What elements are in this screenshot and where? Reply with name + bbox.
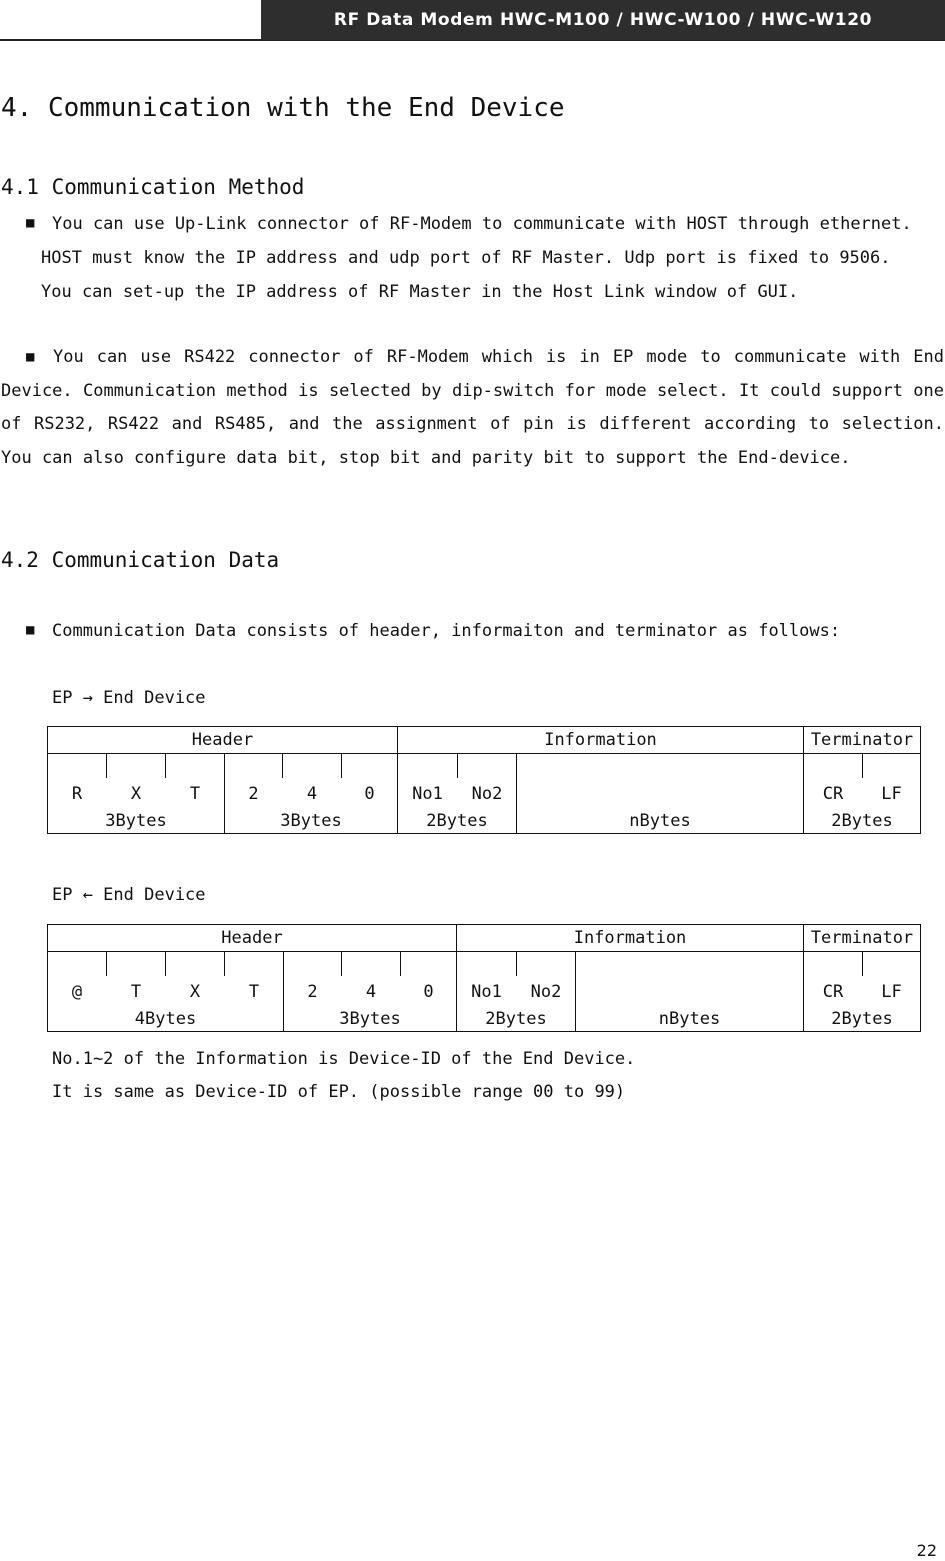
col-header: Information [573,928,687,948]
frame-char: 0 [364,784,375,804]
data-description: Communication Data consists of header, informaiton and terminator as follows: [52,621,841,641]
subsection-title-data: 4.2 Communication Data [1,548,280,572]
byte-size: 2Bytes [831,811,893,831]
subsection-title-method: 4.1 Communication Method [1,175,305,199]
method-paragraph-rs422: You can use RS422 connector of RF-Modem which is in EP mode to communicate with End Device. Communication method is selected by dip-switch for mode select. It could support one of RS232, RS422 and RS485, and the assignment of pin is different according to selection. You can also configure data bit, stop bit and parity bit to support the End-device. [1,347,944,468]
col-header: Header [191,730,254,750]
page-number: 22 [916,1541,937,1560]
section-title: 4. Communication with the End Device [1,93,565,123]
byte-size: nBytes [629,811,691,831]
frame-char: 2 [248,784,259,804]
byte-size: 2Bytes [831,1009,893,1029]
frame-char: 4 [306,784,318,804]
method-paragraph-line: You can use Up-Link connector of RF-Modem to communicate with HOST through ethernet. [52,214,912,234]
frame-char: R [71,784,83,804]
device-id-note: It is same as Device-ID of EP. (possible range 00 to 99) [52,1082,626,1102]
frame-char: LF [881,982,902,1002]
byte-size: nBytes [658,1009,721,1029]
frame-char: CR [822,784,844,804]
byte-size: 2Bytes [426,811,488,831]
frame-char: T [130,982,142,1002]
byte-size: 2Bytes [485,1009,547,1029]
method-paragraph-line: You can set-up the IP address of RF Master in the Host Link window of GUI. [41,282,799,302]
frame-char: T [248,982,260,1002]
col-header: Terminator [810,928,914,948]
table2-label: EP ← End Device [52,885,206,905]
frame-char: 2 [307,982,318,1002]
bullet-icon: ■ [26,215,35,231]
frame-char: No1 [471,982,502,1002]
col-header: Terminator [810,730,914,750]
byte-size: 3Bytes [339,1009,401,1029]
frame-table-ep-to-device [47,726,921,834]
frame-char: 0 [423,982,434,1002]
frame-char: T [189,784,201,804]
document-header-title: RF Data Modem HWC-M100 / HWC-W100 / HWC-W120 [333,10,873,30]
bullet-icon: ■ [26,349,35,365]
frame-char: @ [71,982,83,1002]
frame-char: X [130,784,142,804]
byte-size: 3Bytes [280,811,342,831]
table1-label: EP → End Device [52,688,206,708]
frame-char: LF [881,784,902,804]
frame-char: No1 [412,784,443,804]
bullet-icon: ■ [26,622,35,638]
col-header: Header [221,928,283,948]
device-id-note: No.1~2 of the Information is Device-ID of the End Device. [52,1049,636,1069]
frame-char: No2 [471,784,503,804]
document-header [261,0,945,40]
byte-size: 3Bytes [105,811,167,831]
frame-char: X [189,982,201,1002]
method-paragraph-line: HOST must know the IP address and udp port of RF Master. Udp port is fixed to 9506. [41,248,891,268]
col-header: Information [544,730,657,750]
byte-size: 4Bytes [134,1009,197,1029]
frame-char: No2 [530,982,562,1002]
frame-char: CR [822,982,844,1002]
frame-table-device-to-ep [47,924,921,1032]
frame-char: 4 [365,982,377,1002]
